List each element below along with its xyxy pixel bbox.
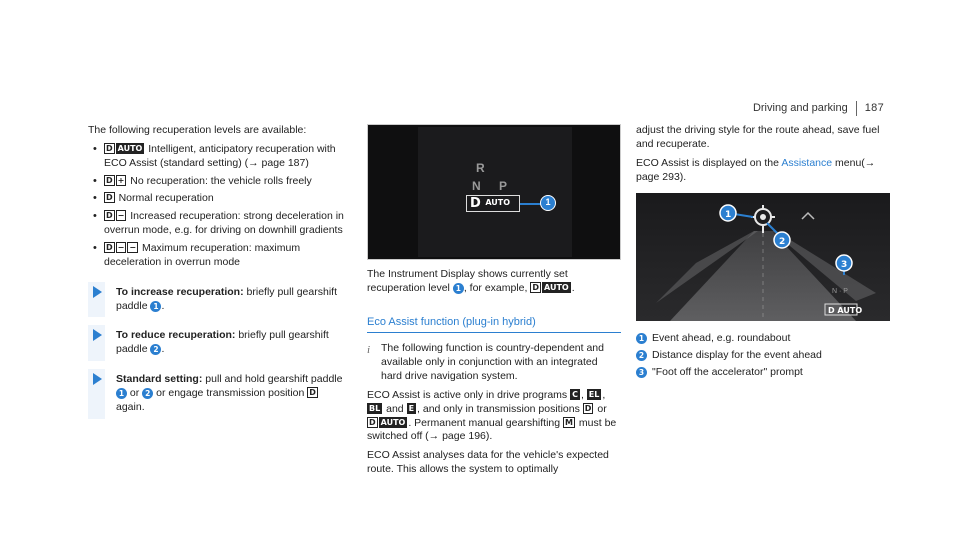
level-text: No recuperation: the vehicle rolls freely xyxy=(130,174,312,187)
key-d-icon: D xyxy=(106,193,113,203)
column-middle xyxy=(367,124,621,482)
step-label: To increase recuperation: xyxy=(116,285,244,298)
eco-assist-conditions: ECO Assist is active only in drive programs C , EL , BL and E , and only in transmission positions D or D AUTO . Permanent manual gearshifting M must be switched off (→ page 196). xyxy=(367,388,617,443)
step-label: To reduce recuperation: xyxy=(116,329,236,342)
gear-d: D xyxy=(470,196,481,211)
para-text: . Permanent manual gearshifting xyxy=(408,416,561,429)
column-left xyxy=(88,124,350,419)
key-auto-icon: AUTO xyxy=(117,143,143,153)
legend-text: Distance display for the event ahead xyxy=(652,349,822,362)
gear-r: R xyxy=(476,161,485,175)
step-text-2: or engage transmission position xyxy=(156,387,305,400)
step-tail: . xyxy=(161,343,165,356)
callout-2-icon: 2 xyxy=(150,344,161,355)
callout-1-icon: 1 xyxy=(540,195,556,211)
header-divider xyxy=(856,101,857,116)
para-text: , and only in transmission positions xyxy=(417,402,580,415)
callout-1-icon: 1 xyxy=(116,388,127,399)
para-or: or xyxy=(597,402,607,415)
para-text: must be switched off (→ page 196). xyxy=(367,416,617,443)
callout-1-icon: 1 xyxy=(636,333,647,344)
eco-assist-illustration xyxy=(636,193,890,321)
step-arrow-icon xyxy=(93,286,102,298)
drive-program-e-icon: E xyxy=(408,403,415,413)
key-d-icon: D xyxy=(369,417,376,427)
continued-text: adjust the driving style for the route ahead, save fuel and recuperate. xyxy=(636,124,880,150)
step-tail: . xyxy=(161,299,165,312)
list-item xyxy=(88,175,350,189)
callout-2-icon: 2 xyxy=(636,350,647,361)
level-text: Maximum recuperation: maximum deceleration in overrun mode xyxy=(104,242,301,268)
eco-assist-description: ECO Assist analyses data for the vehicle's expected route. This allows the system to optimally xyxy=(367,449,609,476)
key-d-icon: D xyxy=(532,282,539,292)
list-item xyxy=(88,242,350,270)
level-text: Normal recuperation xyxy=(118,192,214,205)
step-text: briefly pull gearshift paddle xyxy=(116,329,329,356)
page-header xyxy=(753,101,884,116)
key-d-icon: D xyxy=(106,211,113,221)
step-standard xyxy=(88,373,350,415)
auto-label: AUTO xyxy=(485,198,511,207)
key-auto-icon: AUTO xyxy=(380,417,406,427)
callout-2-icon: 2 xyxy=(779,237,786,248)
callout-1-icon: 1 xyxy=(453,283,464,294)
list-item xyxy=(88,143,350,171)
legend-text: "Foot off the accelerator" prompt xyxy=(652,366,803,379)
key-d-icon: D xyxy=(106,143,113,153)
callout-3-icon: 3 xyxy=(636,367,647,378)
step-arrow-icon xyxy=(93,373,102,385)
callout-1-icon: 1 xyxy=(725,210,732,221)
gear-d-auto-indicator xyxy=(466,195,520,212)
key-minus-icon: − xyxy=(129,243,137,253)
legend-item xyxy=(636,332,892,346)
caption-tail: , for example, xyxy=(463,281,528,294)
gear-n: N xyxy=(472,179,481,193)
note-text: The following function is country-dependent and available only in conjunction with an integrated hard drive navigation system. xyxy=(381,342,604,382)
step-tail: again. xyxy=(116,400,145,413)
gear-d-auto-text: D AUTO xyxy=(828,306,863,316)
drive-program-bl-icon: BL xyxy=(369,403,381,413)
gear-text: N · P xyxy=(832,288,848,296)
list-item xyxy=(88,192,350,206)
recuperation-levels-list xyxy=(88,143,350,270)
key-minus-icon: − xyxy=(117,243,125,253)
section-heading: Eco Assist function (plug-in hybrid) xyxy=(367,315,621,334)
para-text: ECO Assist is displayed on the xyxy=(636,156,779,169)
page-number: 187 xyxy=(864,102,884,115)
step-or: or xyxy=(129,387,140,400)
assistance-menu-link[interactable]: Assistance xyxy=(781,156,833,169)
column-right xyxy=(636,124,892,383)
key-auto-icon: AUTO xyxy=(544,282,569,292)
key-d-icon: D xyxy=(106,243,113,253)
eco-assist-display-figure xyxy=(636,193,890,321)
step-reduce xyxy=(88,329,350,357)
callout-1-icon: 1 xyxy=(150,301,161,312)
figure-legend xyxy=(636,332,892,380)
callout-3-icon: 3 xyxy=(841,260,848,271)
step-arrow-icon xyxy=(93,329,102,341)
legend-text: Event ahead, e.g. roundabout xyxy=(652,332,791,345)
drive-program-el-icon: EL xyxy=(588,389,600,399)
drive-program-c-icon: C xyxy=(572,389,578,399)
callout-line xyxy=(520,203,542,205)
key-d-icon: D xyxy=(309,388,316,398)
level-text: Intelligent, anticipatory recuperation with ECO Assist (standard setting) (→ page 187) xyxy=(104,142,336,169)
para-text: menu(→ page 293). xyxy=(636,156,876,183)
para-text: ECO Assist is active only in drive programs xyxy=(367,388,568,401)
step-label: Standard setting: xyxy=(116,373,203,386)
level-text: Increased recuperation: strong deceleration in overrun mode, e.g. for driving on downhill gradients xyxy=(104,210,344,237)
figure-caption: The Instrument Display shows currently set recuperation level 1 , for example, D AUTO . xyxy=(367,268,575,294)
key-d-icon: D xyxy=(584,403,592,413)
info-icon: i xyxy=(367,344,371,357)
key-d-icon: D xyxy=(106,175,113,185)
note xyxy=(367,342,621,384)
gear-p: P xyxy=(499,179,508,193)
list-item xyxy=(88,210,350,238)
intro-text: The following recuperation levels are available: xyxy=(88,124,307,136)
legend-item xyxy=(636,349,892,363)
legend-item xyxy=(636,366,892,380)
section-title: Driving and parking xyxy=(752,102,848,115)
display-panel xyxy=(418,127,572,257)
display-location-text xyxy=(636,157,892,185)
callout-2-icon: 2 xyxy=(142,388,153,399)
caption-text: The Instrument Display shows currently set recuperation level xyxy=(367,268,568,294)
step-text: briefly pull gearshift paddle xyxy=(116,285,337,312)
step-increase xyxy=(88,286,350,314)
key-plus-icon: + xyxy=(117,175,125,185)
instrument-display-figure xyxy=(367,124,621,260)
key-minus-icon: − xyxy=(117,211,125,221)
step-text: pull and hold gearshift paddle xyxy=(205,373,343,386)
key-m-icon: M xyxy=(565,417,573,427)
